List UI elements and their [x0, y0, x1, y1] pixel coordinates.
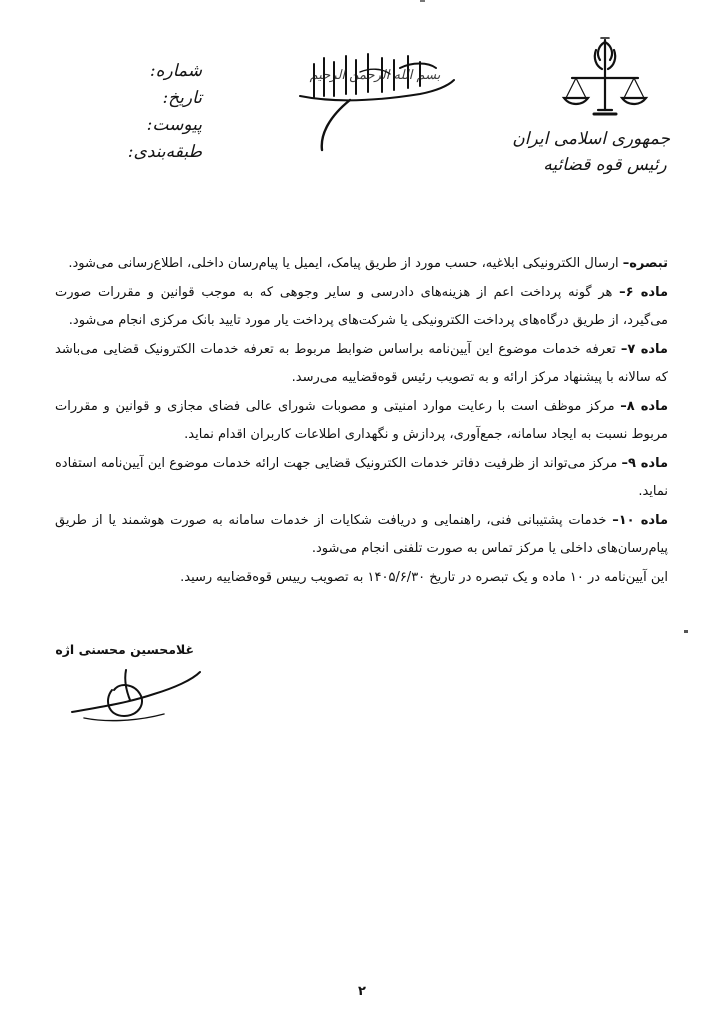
article-paragraph	[55, 279, 668, 336]
article-paragraph	[55, 336, 668, 393]
letterhead-emblem-block	[512, 36, 670, 178]
note-label: تبصره–	[622, 256, 668, 271]
basmala-calligraphy	[290, 46, 460, 156]
article-label: ماده ۶–	[619, 284, 668, 300]
article-text: مرکز می‌تواند از ظرفیت دفاتر خدمات الکترونیک قضایی جهت ارائه خدمات موضوع این آیین‌نامه استفاده نماید.	[55, 455, 668, 499]
meta-field-label: شماره	[155, 61, 202, 81]
letterhead-office: رئیس قوه قضائیه	[543, 155, 667, 175]
article-text: هر گونه پرداخت اعم از هزینه‌های دادرسی و سایر وجوهی که به موجب قوانین و مقررات صورت می‌گیرد، از طریق درگاه‌های پرداخت الکترونیکی یا شرکت‌های پرداخت یار مورد تایید بانک مرکزی انجام می‌شود.	[55, 284, 668, 328]
meta-field-attachment: پیوست:	[146, 115, 202, 135]
article-text: مرکز موظف است با رعایت موارد امنیتی و مصوبات شورای عالی فضای مجازی و قوانین و مقررات مربوط نسبت به ایجاد سامانه، جمع‌آوری، پردازش و نگهداری اطلاعات کاربران اقدام نماید.	[55, 398, 668, 442]
note-paragraph	[55, 250, 668, 279]
page-number: ۲	[358, 984, 366, 999]
iran-emblem-icon	[560, 36, 650, 122]
article-paragraph	[55, 393, 668, 450]
article-paragraph	[55, 450, 668, 507]
meta-field-number: شماره:	[149, 61, 202, 81]
basmala-text: بسم الله الرحمن الرحیم	[309, 68, 441, 83]
article-label: ماده ۱۰–	[612, 512, 668, 528]
closing-statement: این آیین‌نامه در ۱۰ ماده و یک تبصره در تاریخ ۱۴۰۵/۶/۳۰ به تصویب رییس قوه‌قضاییه رسید.	[180, 569, 668, 585]
article-label: ماده ۹–	[621, 455, 669, 471]
letterhead-country: جمهوری اسلامی ایران	[512, 129, 670, 149]
note-text: ارسال الکترونیکی ابلاغیه، حسب مورد از طریق پیامک، ایمیل یا پیام‌رسان داخلی، اطلاع‌رسانی می‌شود.	[68, 256, 623, 271]
meta-field-date: تاریخ:	[162, 88, 202, 108]
handwritten-signature-icon	[64, 660, 204, 730]
meta-field-label: تاریخ	[168, 88, 202, 108]
basmala-calligraphy-icon	[290, 46, 460, 156]
meta-field-label: طبقه‌بندی	[133, 142, 202, 162]
scan-mark	[420, 0, 425, 2]
signer-name: غلامحسین محسنی اژه	[55, 642, 194, 657]
article-label: ماده ۸–	[620, 398, 668, 414]
article-text: تعرفه خدمات موضوع این آیین‌نامه براساس ضوابط مربوط به تعرفه خدمات الکترونیک قضایی می‌باشد که سالانه با پیشنهاد مرکز ارائه و به تصویب رئیس قوه‌قضاییه می‌رسد.	[55, 341, 668, 385]
document-body	[55, 250, 668, 592]
margin-mark	[684, 630, 688, 633]
meta-field-label: پیوست	[152, 115, 202, 135]
meta-field-classification: طبقه‌بندی:	[127, 142, 202, 162]
article-paragraph	[55, 507, 668, 564]
article-label: ماده ۷–	[620, 341, 668, 357]
letter-meta-fields	[112, 58, 202, 166]
article-text: خدمات پشتیبانی فنی، راهنمایی و دریافت شکایات از خدمات سامانه به صورت هوشمند یا از طریق پیام‌رسان‌های داخلی یا مرکز تماس به صورت تلفنی انجام می‌شود.	[55, 512, 668, 556]
